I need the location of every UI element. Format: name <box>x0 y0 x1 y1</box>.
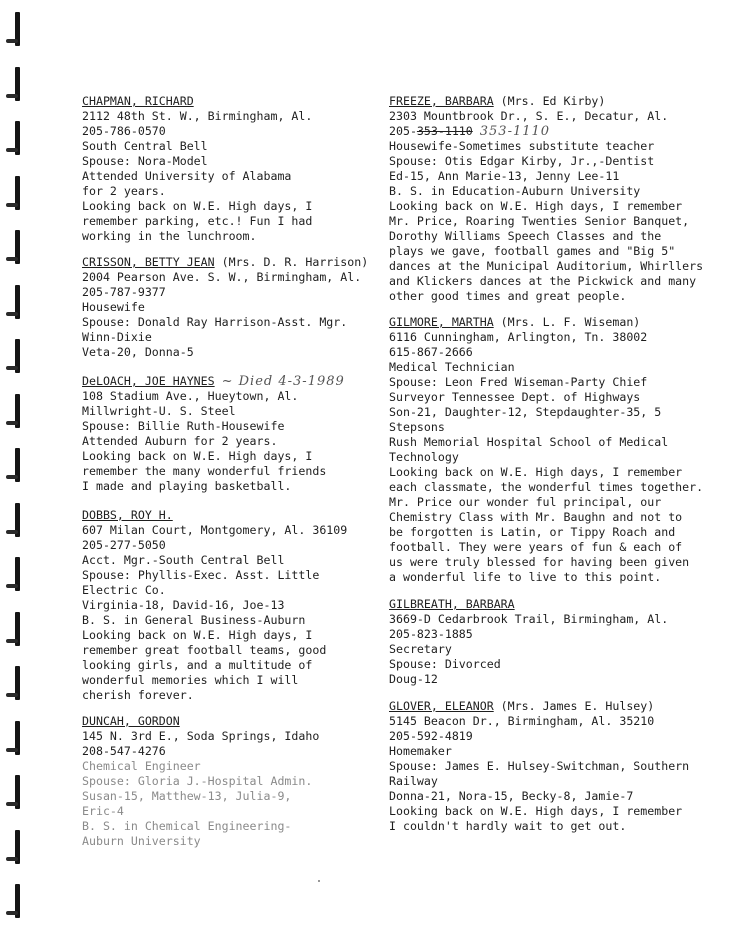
entry-name: GILMORE, MARTHA <box>389 315 494 329</box>
entry-name: DeLOACH, JOE HAYNES <box>82 374 215 388</box>
entry-line: a wonderful life to live to this point. <box>389 570 662 584</box>
entry-line: 208-547-4276 <box>82 744 166 758</box>
entry-line: remember parking, etc.! Fun I had <box>82 214 313 228</box>
entry-line: 145 N. 3rd E., Soda Springs, Idaho <box>82 729 320 743</box>
binding-ring <box>6 285 22 319</box>
entry-line: 5145 Beacon Dr., Birmingham, Al. 35210 <box>389 714 655 728</box>
entry-line: Millwright-U. S. Steel <box>82 404 236 418</box>
entry-freeze <box>389 94 703 304</box>
entry-line: Dorothy Williams Speech Classes and the <box>389 229 662 243</box>
binding-ring <box>6 176 22 210</box>
entry-line: Medical Technician <box>389 360 515 374</box>
entry-dobbs <box>82 508 347 703</box>
speck <box>318 880 320 882</box>
married-name: (Mrs. James E. Hulsey) <box>493 699 655 713</box>
entry-line: Winn-Dixie <box>82 330 152 344</box>
entry-line: 2004 Pearson Ave. S. W., Birmingham, Al. <box>82 270 362 284</box>
entry-line: Looking back on W.E. High days, I <box>82 628 313 642</box>
entry-line: Mr. Price our wonder ful principal, our <box>389 495 662 509</box>
entry-line: Spouse: James E. Hulsey-Switchman, Southern <box>389 759 690 773</box>
entry-glover <box>389 699 689 834</box>
entry-line: Doug-12 <box>389 672 438 686</box>
entry-line: Spouse: Divorced <box>389 657 501 671</box>
entry-line: for 2 years. <box>82 184 166 198</box>
spiral-binding <box>0 0 40 940</box>
entry-line: wonderful memories which I will <box>82 673 299 687</box>
entry-line: working in the lunchroom. <box>82 229 257 243</box>
entry-line: Spouse: Phyllis-Exec. Asst. Little <box>82 568 320 582</box>
phone-struck: 353-1110 <box>416 124 473 138</box>
entry-line: Spouse: Gloria J.-Hospital Admin. <box>82 774 313 788</box>
binding-ring <box>6 230 22 264</box>
entry-line: Stepsons <box>389 420 445 434</box>
entry-line: Looking back on W.E. High days, I remember <box>389 804 683 818</box>
entry-deloach <box>82 374 345 494</box>
binding-ring <box>6 12 22 46</box>
entry-line: Looking back on W.E. High days, I <box>82 449 313 463</box>
entry-line: remember great football teams, good <box>82 643 327 657</box>
phone-handwritten: 353-1110 <box>479 124 551 139</box>
entry-name: GILBREATH, BARBARA <box>389 597 515 611</box>
entry-line: Acct. Mgr.-South Central Bell <box>82 553 285 567</box>
entry-duncah <box>82 714 319 849</box>
binding-ring <box>6 394 22 428</box>
married-name: (Mrs. L. F. Wiseman) <box>493 315 641 329</box>
entry-line: Housewife <box>82 300 145 314</box>
married-name: (Mrs. Ed Kirby) <box>493 94 606 108</box>
entry-line: Spouse: Donald Ray Harrison-Asst. Mgr. <box>82 315 348 329</box>
entry-name: GLOVER, ELEANOR <box>389 699 494 713</box>
entry-line: 3669-D Cedarbrook Trail, Birmingham, Al. <box>389 612 669 626</box>
entry-name: FREEZE, BARBARA <box>389 94 494 108</box>
entry-line: Housewife-Sometimes substitute teacher <box>389 139 655 153</box>
entry-line: Veta-20, Donna-5 <box>82 345 194 359</box>
entry-line: Mr. Price, Roaring Twenties Senior Banquet, <box>389 214 690 228</box>
entry-line: Virginia-18, David-16, Joe-13 <box>82 598 285 612</box>
entry-line: Susan-15, Matthew-13, Julia-9, <box>82 789 292 803</box>
entry-line: other good times and great people. <box>389 289 627 303</box>
handwritten-note: ~ Died 4-3-1989 <box>221 374 345 389</box>
entry-line: 615-867-2666 <box>389 345 473 359</box>
entry-line: Ed-15, Ann Marie-13, Jenny Lee-11 <box>389 169 620 183</box>
entry-line: Son-21, Daughter-12, Stepdaughter-35, 5 <box>389 405 662 419</box>
binding-ring <box>6 557 22 591</box>
binding-ring <box>6 721 22 755</box>
entry-line: each classmate, the wonderful times together. <box>389 480 704 494</box>
entry-line: Spouse: Otis Edgar Kirby, Jr.,-Dentist <box>389 154 655 168</box>
entry-line: Attended Auburn for 2 years. <box>82 434 278 448</box>
binding-ring <box>6 830 22 864</box>
entry-line: and Klickers dances at the Pickwick and many <box>389 274 697 288</box>
entry-line: Spouse: Leon Fred Wiseman-Party Chief <box>389 375 648 389</box>
married-name: (Mrs. D. R. Harrison) <box>214 255 369 269</box>
entry-line: B. S. in Chemical Engineering- <box>82 819 292 833</box>
entry-line: Electric Co. <box>82 583 166 597</box>
entry-line: I made and playing basketball. <box>82 479 292 493</box>
entry-line: Chemistry Class with Mr. Baughn and not to <box>389 510 683 524</box>
entry-line: Railway <box>389 774 438 788</box>
entry-line: 205-786-0570 <box>82 124 166 138</box>
entry-line: football. They were years of fun & each of <box>389 540 683 554</box>
entry-line: Surveyor Tennessee Dept. of Highways <box>389 390 641 404</box>
binding-ring <box>6 448 22 482</box>
entry-line: 2303 Mountbrook Dr., S. E., Decatur, Al. <box>389 109 669 123</box>
entry-line: 205-823-1885 <box>389 627 473 641</box>
entry-line: Technology <box>389 450 459 464</box>
binding-ring <box>6 666 22 700</box>
entry-line: 607 Milan Court, Montgomery, Al. 36109 <box>82 523 348 537</box>
entry-line: be forgotten is Latin, or Tippy Roach and <box>389 525 676 539</box>
binding-ring <box>6 775 22 809</box>
entry-chapman <box>82 94 312 244</box>
entry-name: CHAPMAN, RICHARD <box>82 94 194 108</box>
entry-name: CRISSON, BETTY JEAN <box>82 255 215 269</box>
entry-line: Homemaker <box>389 744 452 758</box>
entry-gilmore <box>389 315 703 585</box>
entry-line: Eric-4 <box>82 804 124 818</box>
entry-line: Looking back on W.E. High days, I <box>82 199 313 213</box>
entry-line: 108 Stadium Ave., Hueytown, Al. <box>82 389 299 403</box>
entry-line: dances at the Municipal Auditorium, Whirllers <box>389 259 704 273</box>
entry-line: Secretary <box>389 642 452 656</box>
entry-line: 205-787-9377 <box>82 285 166 299</box>
entry-line: Spouse: Nora-Model <box>82 154 208 168</box>
entry-name: DUNCAH, GORDON <box>82 714 180 728</box>
entry-line: Spouse: Billie Ruth-Housewife <box>82 419 285 433</box>
entry-line: Looking back on W.E. High days, I remember <box>389 465 683 479</box>
entry-line: B. S. in Education-Auburn University <box>389 184 641 198</box>
entry-line: Rush Memorial Hospital School of Medical <box>389 435 669 449</box>
entry-line: 205-592-4819 <box>389 729 473 743</box>
entry-line: Looking back on W.E. High days, I remember <box>389 199 683 213</box>
entry-line: cherish forever. <box>82 688 194 702</box>
entry-line: us were truly blessed for having been given <box>389 555 690 569</box>
entry-line: 205-277-5050 <box>82 538 166 552</box>
binding-ring <box>6 339 22 373</box>
entry-crisson <box>82 255 368 360</box>
binding-ring <box>6 67 22 101</box>
binding-ring <box>6 503 22 537</box>
entry-line: 6116 Cunningham, Arlington, Tn. 38002 <box>389 330 648 344</box>
entry-name: DOBBS, ROY H. <box>82 508 173 522</box>
entry-line: 2112 48th St. W., Birmingham, Al. <box>82 109 313 123</box>
entry-line: Donna-21, Nora-15, Becky-8, Jamie-7 <box>389 789 634 803</box>
entry-gilbreath <box>389 597 668 687</box>
entry-line: Auburn University <box>82 834 201 848</box>
entry-line: South Central Bell <box>82 139 208 153</box>
entry-line: Attended University of Alabama <box>82 169 292 183</box>
binding-ring <box>6 121 22 155</box>
entry-line: B. S. in General Business-Auburn <box>82 613 306 627</box>
entry-line: remember the many wonderful friends <box>82 464 327 478</box>
entry-line: looking girls, and a multitude of <box>82 658 313 672</box>
entry-line: plays we gave, football games and "Big 5" <box>389 244 676 258</box>
binding-ring <box>6 884 22 918</box>
binding-ring <box>6 612 22 646</box>
entry-line: Chemical Engineer <box>82 759 201 773</box>
entry-line: I couldn't hardly wait to get out. <box>389 819 627 833</box>
phone-prefix: 205- <box>389 124 417 138</box>
